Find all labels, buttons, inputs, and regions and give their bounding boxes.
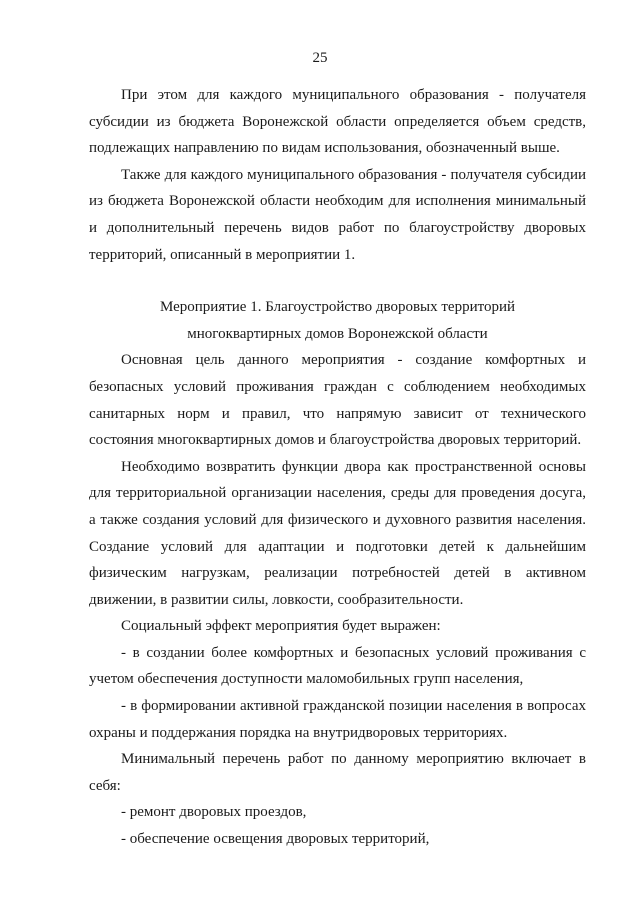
works-intro-paragraph: Минимальный перечень работ по данному мероприятию включает в себя:: [89, 751, 586, 794]
works-list-item: - обеспечение освещения дворовых территорий,: [121, 831, 430, 848]
section-heading: [89, 294, 586, 347]
document-body: [89, 82, 586, 853]
page-number: 25: [312, 50, 328, 66]
section-spacer: [89, 268, 586, 294]
intro-paragraph: Также для каждого муниципального образования - получателя субсидии из бюджета Воронежской области необходим для исполнения минимальный и дополнительный перечень видов работ по благоустройству дворовых территорий, описанный в мероприятии 1.: [89, 166, 586, 263]
body-paragraph: Социальный эффект мероприятия будет выражен:: [121, 618, 441, 635]
works-list-item: - ремонт дворовых проездов,: [121, 804, 307, 821]
effect-list-item: - в формировании активной гражданской позиции населения в вопросах охраны и поддержания порядка на внутридворовых территориях.: [89, 698, 586, 741]
section-heading-line: многоквартирных домов Воронежской области: [187, 325, 488, 342]
intro-paragraph: При этом для каждого муниципального образования - получателя субсидии из бюджета Воронежской области определяется объем средств, подлежащих направлению по видам использования, обозначенный выше.: [89, 87, 586, 157]
effect-list-item: - в создании более комфортных и безопасных условий проживания с учетом обеспечения доступности маломобильных групп населения,: [89, 644, 586, 688]
section-heading-line: Мероприятие 1. Благоустройство дворовых территорий: [159, 299, 516, 316]
body-paragraph: Основная цель данного мероприятия - создание комфортных и безопасных условий проживания граждан с соблюдением необходимых санитарных норм и правил, что напрямую зависит от технического состояния многоквартирных домов и благоустройства дворовых территорий.: [89, 352, 586, 449]
body-paragraph: Необходимо возвратить функции двора как пространственной основы для территориальной организации населения, среды для проведения досуга, а также создания условий для физического и духовного развития населения. Создание условий для адаптации и подготовки детей к дальнейшим физическим нагрузкам, реализации потребностей детей в активном движении, в развитии силы, ловкости, сообразительности.: [89, 458, 586, 608]
